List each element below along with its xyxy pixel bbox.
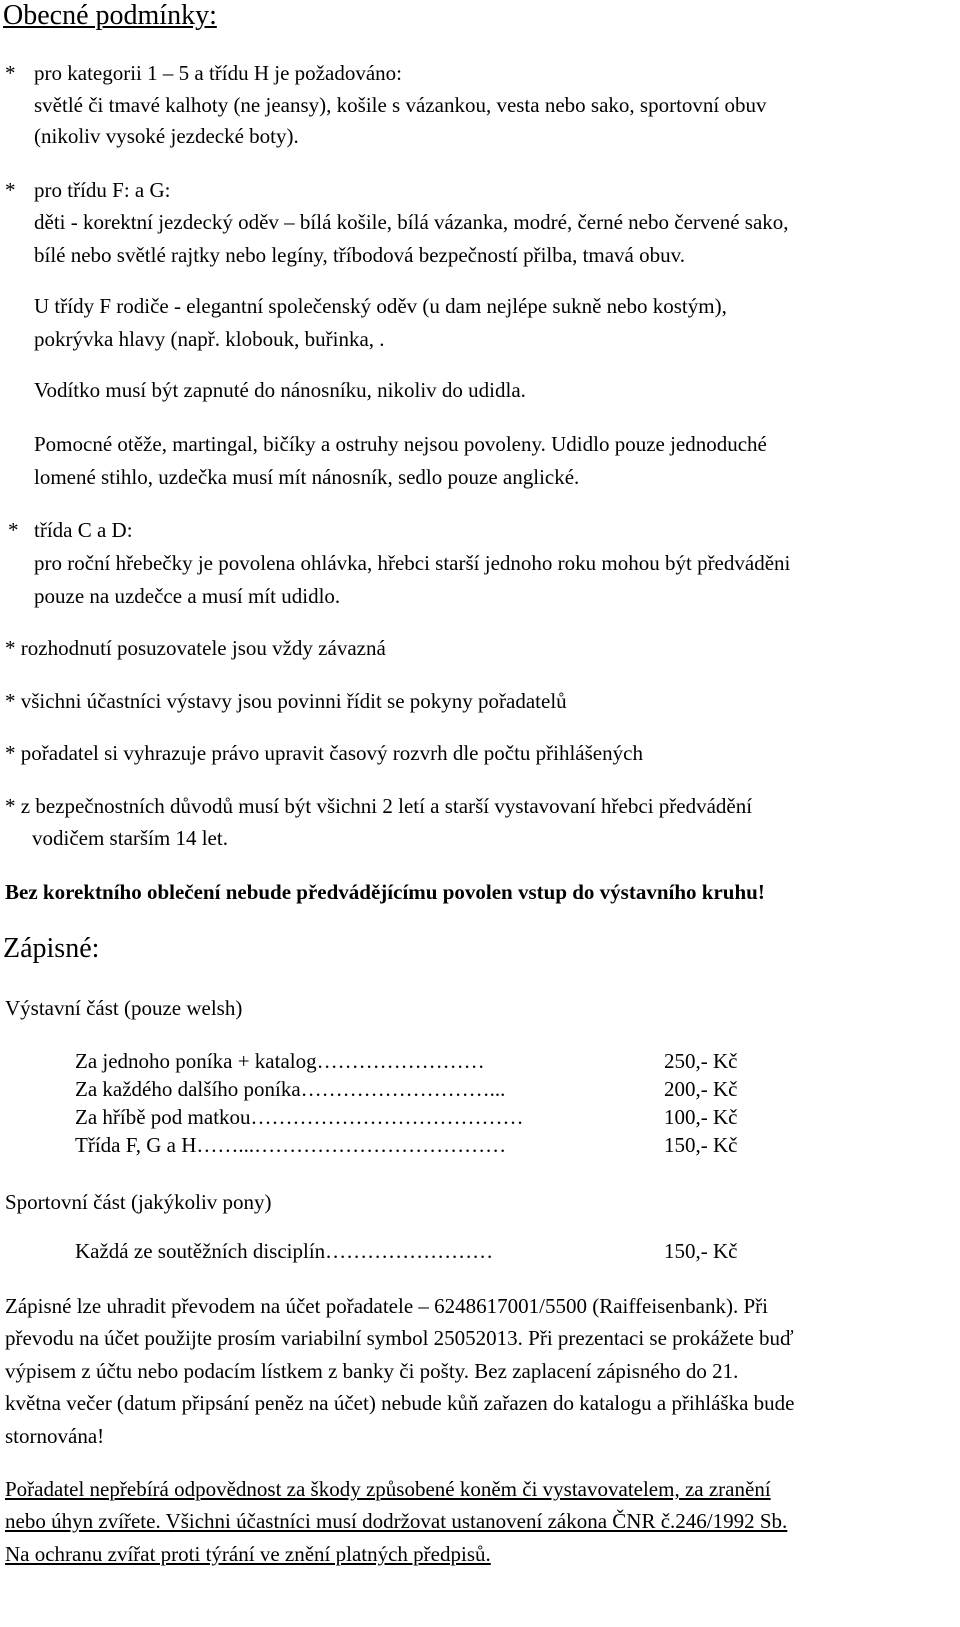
category-requirements-text: světlé či tmavé kalhoty (ne jeansy), košile s vázankou, vesta nebo sako, sportovní obuv <box>34 93 767 117</box>
fee-row <box>75 1073 755 1101</box>
class-f-text: Pomocné otěže, martingal, bičíky a ostruhy nejsou povoleny. Udidlo pouze jednoduché <box>34 432 767 456</box>
payment-text: stornována! <box>5 1424 105 1448</box>
payment-text: výpisem z účtu nebo podacím lístkem z banky či pošty. Bez zaplacení zápisného do 21. <box>5 1359 739 1383</box>
category-requirements-text: (nikoliv vysoké jezdecké boty). <box>34 124 299 148</box>
attire-warning: Bez korektního oblečení nebude předvádějícímu povolen vstup do výstavního kruhu! <box>5 880 765 904</box>
fee-label: Za každého dalšího poníka………………………... <box>75 1077 506 1101</box>
fee-price: 150,- Kč <box>664 1133 738 1157</box>
disclaimer-text: nebo úhyn zvířete. Všichni účastníci musí dodržovat ustanovení zákona ČNR č.246/1992 Sb. <box>5 1509 788 1533</box>
fee-price: 150,- Kč <box>664 1239 738 1263</box>
class-cd-bullet: * <box>8 518 19 542</box>
class-f-text: U třídy F rodiče - elegantní společenský oděv (u dam nejlépe sukně nebo kostým), <box>34 294 727 318</box>
conditions-heading: Obecné podmínky: <box>3 0 217 31</box>
fee-label: Za jednoho poníka + katalog…………………… <box>75 1049 485 1073</box>
class-f-text: bílé nebo světlé rajtky nebo legíny, tříbodová bezpečností přilba, tmavá obuv. <box>34 243 686 267</box>
class-f-title: pro třídu F: a G: <box>34 178 171 202</box>
class-cd-title: třída C a D: <box>34 518 133 542</box>
rule-item: * pořadatel si vyhrazuje právo upravit časový rozvrh dle počtu přihlášených <box>5 741 643 765</box>
disclaimer-text: Pořadatel nepřebírá odpovědnost za škody způsobené koněm či vystavovatelem, za zranění <box>5 1477 771 1501</box>
rule-item: * z bezpečnostních důvodů musí být všichni 2 letí a starší vystavovaní hřebci předvádění <box>5 794 753 818</box>
fee-row <box>75 1101 755 1129</box>
class-cd-text: pouze na uzdečce a musí mít udidlo. <box>34 584 341 608</box>
fee-price: 200,- Kč <box>664 1077 738 1101</box>
fee-label: Každá ze soutěžních disciplín…………………… <box>75 1239 494 1263</box>
class-f-text: pokrývka hlavy (např. klobouk, buřinka, . <box>34 327 385 351</box>
sport-section-title: Sportovní část (jakýkoliv pony) <box>5 1190 272 1214</box>
payment-text: května večer (datum připsání peněz na účet) nebude kůň zařazen do katalogu a přihláška bude <box>5 1391 795 1415</box>
rule-item: * všichni účastníci výstavy jsou povinni řídit se pokyny pořadatelů <box>5 689 567 713</box>
category-requirements-title: pro kategorii 1 – 5 a třídu H je požadováno: <box>34 61 402 85</box>
show-section-title: Výstavní část (pouze welsh) <box>5 996 243 1020</box>
payment-text: Zápisné lze uhradit převodem na účet pořadatele – 6248617001/5500 (Raiffeisenbank). Při <box>5 1294 768 1318</box>
fee-label: Za hříbě pod matkou………………………………… <box>75 1105 524 1129</box>
disclaimer-text: Na ochranu zvířat proti týrání ve znění platných předpisů. <box>5 1542 491 1566</box>
class-f-text: děti - korektní jezdecký oděv – bílá košile, bílá vázanka, modré, černé nebo červené sako, <box>34 210 789 234</box>
fee-label: Třída F, G a H……...……………………………… <box>75 1133 507 1157</box>
fees-heading: Zápisné: <box>3 933 100 964</box>
rule-item: * rozhodnutí posuzovatele jsou vždy závazná <box>5 636 386 660</box>
fee-row <box>75 1045 755 1073</box>
payment-text: převodu na účet použijte prosím variabilní symbol 25052013. Při prezentaci se prokážete buď <box>5 1326 794 1350</box>
class-cd-text: pro roční hřebečky je povolena ohlávka, hřebci starší jednoho roku mohou být předváděni <box>34 551 791 575</box>
fee-price: 100,- Kč <box>664 1105 738 1129</box>
fee-row <box>75 1235 755 1263</box>
fee-row <box>75 1129 755 1157</box>
fee-price: 250,- Kč <box>664 1049 738 1073</box>
class-f-text: Vodítko musí být zapnuté do nánosníku, nikoliv do udidla. <box>34 378 526 402</box>
rule-item-continued: vodičem starším 14 let. <box>32 826 228 850</box>
category-bullet: * <box>5 61 16 85</box>
class-f-text: lomené stihlo, uzdečka musí mít nánosník, sedlo pouze anglické. <box>34 465 580 489</box>
class-f-bullet: * <box>5 178 16 202</box>
